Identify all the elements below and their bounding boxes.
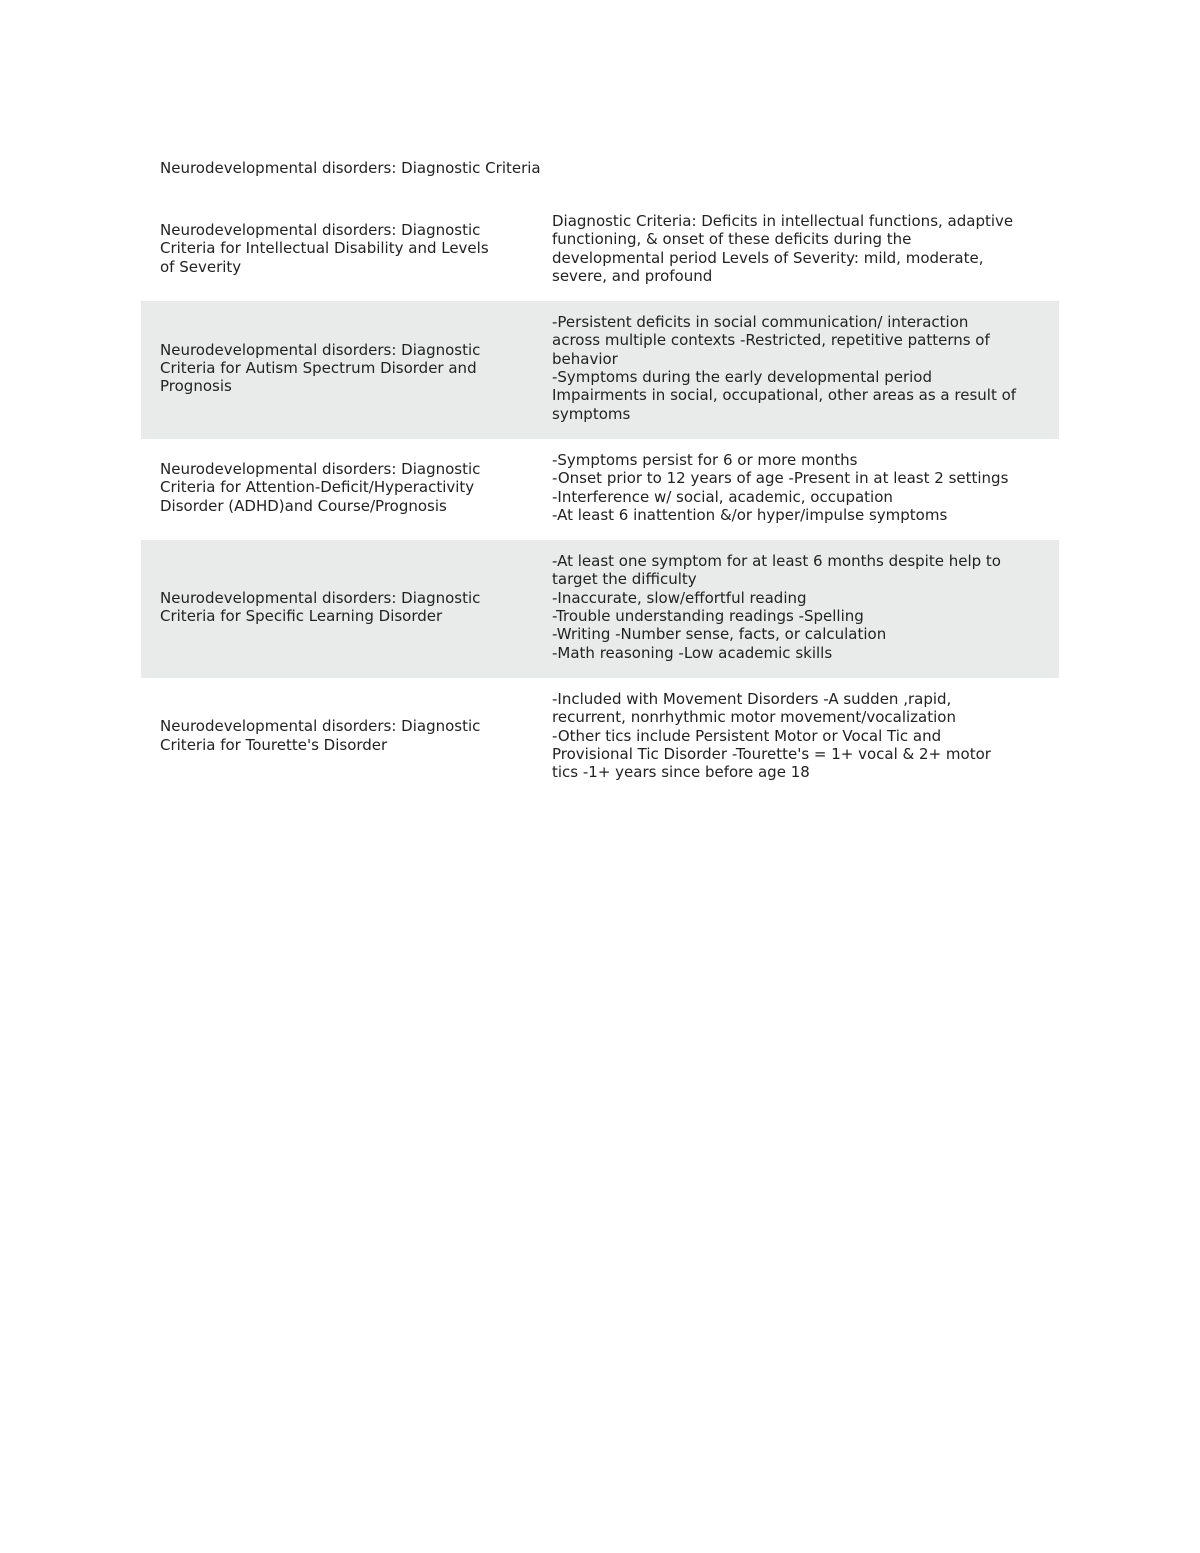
term-cell: Neurodevelopmental disorders: Diagnostic Criteria for Intellectual Disability and Levels of Severity bbox=[160, 221, 489, 276]
flashcard-row bbox=[141, 678, 1059, 797]
term-cell: Neurodevelopmental disorders: Diagnostic Criteria for Attention-Deficit/Hyperactivity Disorder (ADHD)and Course/Prognosis bbox=[160, 460, 481, 515]
term-cell: Neurodevelopmental disorders: Diagnostic Criteria for Tourette's Disorder bbox=[160, 717, 481, 754]
definition-cell: -Persistent deficits in social communication/ interaction across multiple contexts -Restricted, repetitive patterns of behavior -Symptoms during the early developmental period Impairments in social, occupational, other areas as a result of symptoms bbox=[552, 313, 1017, 423]
definition-cell: -Included with Movement Disorders -A sudden ,rapid, recurrent, nonrhythmic motor movement/vocalization -Other tics include Persistent Motor or Vocal Tic and Provisional Tic Disorder -Tourette's = 1+ vocal & 2+ motor tics -1+ years since before age 18 bbox=[552, 689, 991, 782]
definition-cell: Diagnostic Criteria: Deficits in intellectual functions, adaptive functioning, & onset of these deficits during the developmental period Levels of Severity: mild, moderate, severe, and profound bbox=[552, 212, 1014, 285]
flashcard-row bbox=[141, 200, 1059, 301]
flashcard-row bbox=[141, 301, 1059, 439]
term-cell: Neurodevelopmental disorders: Diagnostic Criteria for Specific Learning Disorder bbox=[160, 588, 481, 626]
flashcard-row bbox=[141, 540, 1059, 678]
flashcard-table bbox=[141, 200, 1059, 797]
definition-cell: -Symptoms persist for 6 or more months -Onset prior to 12 years of age -Present in at least 2 settings -Interference w/ social, academic, occupation -At least 6 inattention &/or hyper/impulse symptoms bbox=[552, 450, 1009, 524]
term-cell: Neurodevelopmental disorders: Diagnostic Criteria for Autism Spectrum Disorder and Prognosis bbox=[160, 340, 481, 396]
flashcard-row bbox=[141, 439, 1059, 540]
page-title: Neurodevelopmental disorders: Diagnostic Criteria bbox=[160, 159, 541, 177]
definition-cell: -At least one symptom for at least 6 months despite help to target the difficulty -Inaccurate, slow/effortful reading -Trouble understanding readings -Spelling -Writing -Number sense, facts, or calculation -Math reasoning -Low academic skills bbox=[552, 552, 1001, 662]
